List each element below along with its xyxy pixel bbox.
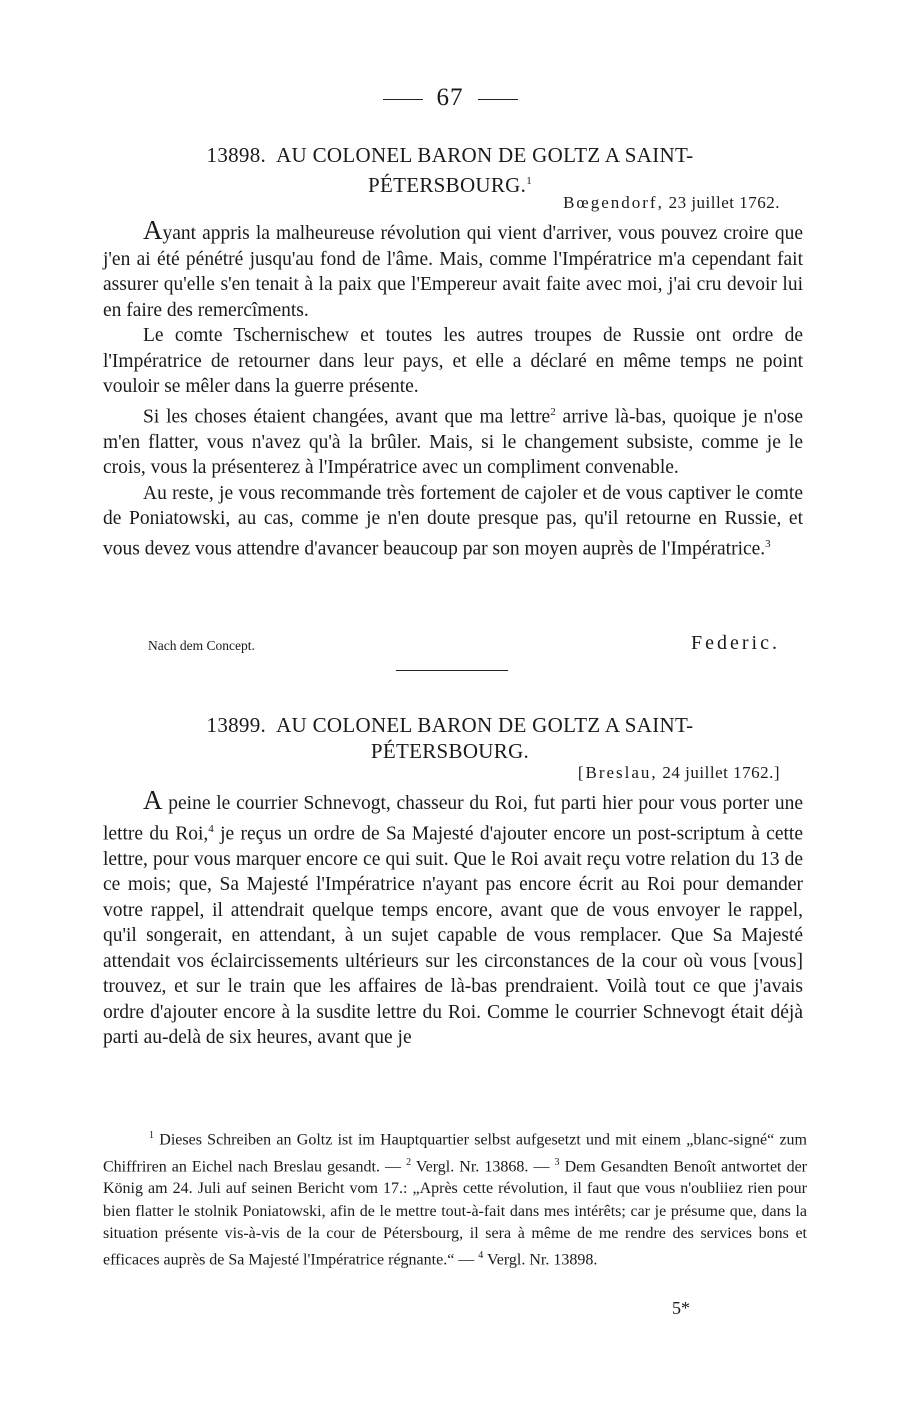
source-note: Nach dem Concept. <box>148 638 255 653</box>
paragraph-text: Au reste, je vous recommande très fortement de cajoler et de vous captiver le comte de Poniatowski, au cas, comme je n'en doute presque pas, qu'il retourne en Russie, et vous devez vous attendre d'avancer beaucoup par son moyen auprès de l'Impératrice. <box>103 482 803 559</box>
paragraph <box>103 323 803 400</box>
letter-body-13898 <box>103 215 803 562</box>
paragraph-text: peine le courrier Schnevogt, chasseur du Roi, fut parti hier pour vous porter une lettre du Roi, <box>103 793 803 844</box>
initial-letter: A <box>143 215 163 245</box>
letter-number: 13898. <box>206 143 267 167</box>
paragraph <box>103 215 803 323</box>
letter-title-line2: PÉTERSBOURG. <box>367 173 527 197</box>
header-dash-right <box>478 99 518 100</box>
dateline-13899 <box>578 763 780 783</box>
footnote-ref: 4 <box>208 822 214 835</box>
paragraph <box>103 481 803 562</box>
signature: Federic. <box>691 632 780 654</box>
letter-heading-13898 <box>100 142 800 198</box>
letter-number: 13899. <box>206 713 267 737</box>
footnote-block <box>103 1125 807 1272</box>
paragraph-text: arrive là-bas, quoique je n'ose m'en flatter, vous n'avez qu'à la brûler. Mais, si le changement subsiste, comme je le crois, vous la présenterez à l'Impératrice avec un compliment convenable. <box>103 406 803 478</box>
paragraph <box>103 785 803 1051</box>
letter-title-line1: AU COLONEL BARON DE GOLTZ A SAINT- <box>276 713 694 737</box>
date-place: Bœgendorf, <box>563 193 664 212</box>
date-text: 24 juillet 1762.] <box>657 763 780 782</box>
paragraph-text: je reçus un ordre de Sa Majesté d'ajouter encore un post-scriptum à cette lettre, pour vous marquer encore ce qui suit. Que le Roi avait reçu votre relation du 13 de ce mois; que, Sa Majesté l'Impératrice n'ayant pas encore écrit au Roi pour demander votre rappel, il attendrait quelque temps encore, avant que de vous envoyer le rappel, qu'il songerait, en attendant, à un sujet capable de vous remplacer. Que Sa Majesté attendait vos éclaircissements ultérieurs sur les circonstances de la cour où vous [vous] trouvez, et sur le train que les affaires de là-bas prendraient. Voilà tout ce que j'avais ordre d'ajouter encore à la susdite lettre du Roi. Comme le courrier Schnevogt était déjà parti au-delà de six heures, avant que je <box>103 823 803 1048</box>
footnote-ref: 2 <box>550 405 556 418</box>
footnote-ref: 1 <box>526 175 533 187</box>
letter-title-line2: PÉTERSBOURG. <box>370 739 530 763</box>
footnotes <box>103 1125 807 1272</box>
paragraph-text: Si les choses étaient changées, avant que ma lettre <box>143 406 551 427</box>
letter-body-13899 <box>103 785 803 1051</box>
initial-letter: A <box>143 785 163 815</box>
footnote-mark: 3 <box>554 1156 560 1168</box>
footnote-mark: 1 <box>149 1130 154 1141</box>
section-divider <box>396 670 508 671</box>
footnote-ref: 3 <box>765 537 771 550</box>
footnote-mark: 2 <box>406 1156 412 1168</box>
paragraph-text: Le comte Tschernischew et toutes les autres troupes de Russie ont ordre de l'Impératrice de retourner dans leur pays, et elle a déclaré en même temps ne point vouloir se mêler dans la guerre présente. <box>103 325 803 397</box>
date-text: 23 juillet 1762. <box>663 193 780 212</box>
footnote-mark: 4 <box>478 1250 484 1262</box>
footnote-text: Dem Gesandten Benoît antwortet der König am 24. Juli auf seinen Bericht vom 17.: „Après cette révolution, il faut que vous n'oubliiez rien pour bien flatter le stolnik Poniatowski, afin de le mettre tout-à-fait dans mes intérêts; car je présume que, dans la situation présente vis-à-vis de la cour de Pétersbourg, il sera à même de me rendre des services bons et efficaces auprès de Sa Majesté l'Impératrice régnante.“ — <box>103 1157 808 1269</box>
footnote-text: Dieses Schreiben an Goltz ist im Hauptquartier selbst aufgesetzt und mit einem „blanc-signé“ zum Chiffriren an Eichel nach Breslau gesandt. — <box>103 1131 807 1175</box>
header-dash-left <box>383 99 423 100</box>
footnote-text: Vergl. Nr. 13868. — <box>411 1157 555 1175</box>
page-header <box>0 84 900 112</box>
paragraph-text: yant appris la malheureuse révolution qui vient d'arriver, vous pouvez croire que j'en ai été pénétré jusqu'au fond de l'âme. Mais, comme l'Impératrice m'a cependant fait assurer qu'elle s'en tenait à la paix que l'Empereur avait faite avec moi, j'ai cru devoir lui en faire des remercîments. <box>103 223 803 321</box>
letter-heading-13899 <box>100 712 800 764</box>
date-place: [Breslau, <box>577 763 658 782</box>
footnote-text: Vergl. Nr. 13898. <box>483 1251 598 1269</box>
letter-title-line1: AU COLONEL BARON DE GOLTZ A SAINT- <box>276 143 694 167</box>
paragraph <box>103 400 803 481</box>
dateline-13898 <box>563 193 780 213</box>
page-number: 67 <box>436 84 464 111</box>
sheet-signature: 5* <box>672 1298 690 1318</box>
